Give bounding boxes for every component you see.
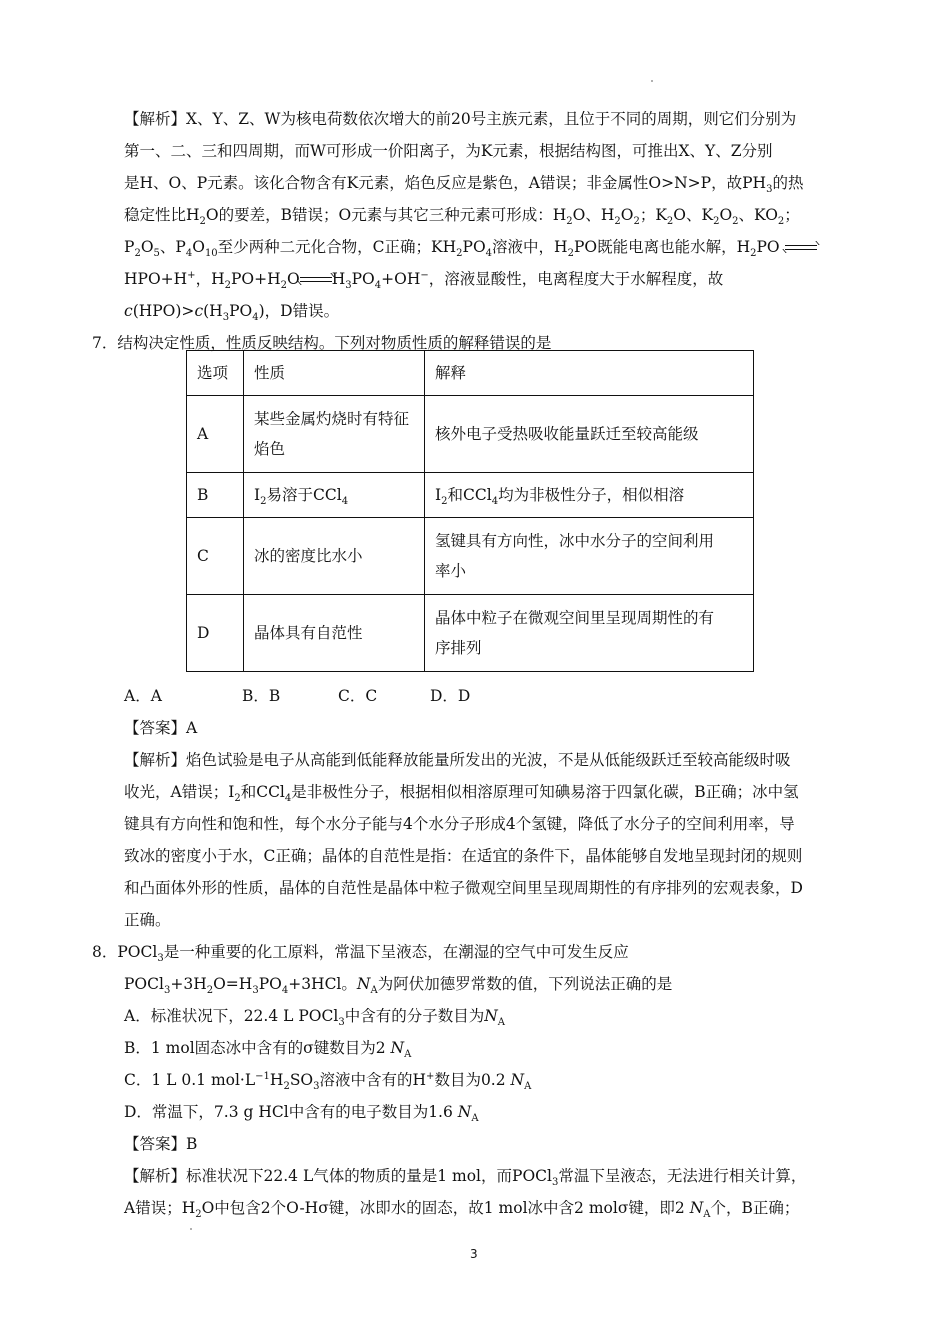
header-explanation: 解释 [425, 351, 754, 396]
cell-explanation: 晶体中粒子在微观空间里呈现周期性的有 序排列 [425, 595, 754, 672]
table-row [187, 396, 754, 473]
q6-analysis-line-1: 【解析】X、Y、Z、W为核电荷数依次增大的前20号主族元素，且位于不同的周期，则它们分别为 [124, 110, 797, 128]
q6-analysis-line-4: 稳定性比$H_2O$的要差，B错误；O元素与其它三种元素可形成：$H_2O$、$H_2O_2$；$K_2O$、$K_2O_2$、$KO_2$； [124, 206, 800, 228]
cell-option: C [187, 518, 244, 595]
q8-option-b[interactable]: B．1 mol固态冰中含有的σ键数目为2 $N_A$ [124, 1039, 412, 1061]
cell-option: A [187, 396, 244, 473]
q6-analysis-line-3: 是H、O、P元素。该化合物含有K元素，焰色反应是紫色，A错误；非金属性O>N>P，故$PH_3$的热 [124, 174, 804, 196]
cell-option: D [187, 595, 244, 672]
q8-analysis-line-1: 【解析】标准状况下22.4 L气体的物质的量是1 mol，而POCl$_3$常温下呈液态，无法进行相关计算， [124, 1167, 807, 1189]
cell-explanation: $I_2$和CCl$_4$均为非极性分子，相似相溶 [425, 473, 754, 518]
cell-property: $I_2$易溶于CCl$_4$ [244, 473, 425, 518]
table-header-row [187, 351, 754, 396]
speck [651, 80, 653, 82]
q7-option-a[interactable]: A．A [124, 687, 162, 705]
q7-option-c[interactable]: C．C [338, 687, 378, 705]
q7-option-b[interactable]: B．B [242, 687, 281, 705]
q7-table [186, 350, 754, 672]
q6-analysis-line-5: $P_2O_5$、$P_4O_{10}$至少两种二元化合物，C正确；$KH_2PO_4$溶液中，$H_2PO$既能电离也能水解，$H_2PO$ [124, 237, 817, 257]
cell-property: 冰的密度比水小 [244, 518, 425, 595]
q8-stem-line-2: $POCl_3+3H_2O=H_3PO_4+3HCl$。$N_A$为阿伏加德罗常数的值，下列说法正确的是 [124, 975, 673, 997]
q8-option-a[interactable]: A．标准状况下，22.4 L POCl$_3$中含有的分子数目为$N_A$ [124, 1007, 505, 1029]
q6-analysis-line-2: 第一、二、三和四周期，而W可形成一价阳离子，为K元素，根据结构图，可推出X、Y、Z分别 [124, 142, 773, 160]
q7-analysis-line-1: 【解析】焰色试验是电子从高能到低能释放能量所发出的光波，不是从低能级跃迁至较高能级时吸 [124, 751, 791, 769]
q7-analysis-line-2: 收光，A错误；$I_2$和CCl$_4$是非极性分子，根据相似相溶原理可知碘易溶于四氯化碳，B正确；冰中氢 [124, 783, 799, 805]
table-row [187, 595, 754, 672]
cell-explanation: 氢键具有方向性，冰中水分子的空间利用 率小 [425, 518, 754, 595]
q8-option-c[interactable]: C．1 L 0.1 $mol\cdot L^{-1}H_2SO_3$溶液中含有的H+数目为0.2 $N_A$ [124, 1070, 532, 1093]
q8-option-d[interactable]: D．常温下，7.3 g HCl中含有的电子数目为1.6 $N_A$ [124, 1103, 479, 1125]
header-option: 选项 [187, 351, 244, 396]
page-number: 3 [470, 1247, 478, 1261]
q6-analysis-line-6: HPO+H+，$H_2PO+H_2O$ $H_3PO_4+OH^-$，溶液显酸性，电离程度大于水解程度，故 [124, 269, 724, 292]
q8-stem-line-1: 8．POCl$_3$是一种重要的化工原料，常温下呈液态，在潮湿的空气中可发生反应 [92, 943, 629, 965]
q7-answer: 【答案】A [124, 719, 198, 737]
q7-analysis-line-3: 键具有方向性和饱和性，每个水分子能与4个水分子形成4个氢键，降低了水分子的空间利用率，导 [124, 815, 795, 833]
table-row [187, 518, 754, 595]
speck [190, 1228, 192, 1230]
header-property: 性质 [244, 351, 425, 396]
cell-option: B [187, 473, 244, 518]
q7-analysis-line-6: 正确。 [124, 911, 171, 929]
cell-property: 某些金属灼烧时有特征 焰色 [244, 396, 425, 473]
cell-explanation: 核外电子受热吸收能量跃迁至较高能级 [425, 396, 754, 473]
q7-stem: 7．结构决定性质，性质反映结构。下列对物质性质的解释错误的是 [92, 334, 552, 352]
q8-analysis-line-2: A错误；$H_2O$中包含2个O-Hσ键，冰即水的固态，故1 mol冰中含2 molσ键，即2 $N_A$个，B正确； [124, 1199, 800, 1221]
q7-analysis-line-5: 和凸面体外形的性质，晶体的自范性是晶体中粒子微观空间里呈现周期性的有序排列的宏观表象，D [124, 879, 803, 897]
table-row [187, 473, 754, 518]
q8-answer: 【答案】B [124, 1135, 198, 1153]
q7-option-d[interactable]: D．D [430, 687, 471, 705]
q7-analysis-line-4: 致冰的密度小于水，C正确；晶体的自范性是指：在适宜的条件下，晶体能够自发地呈现封闭的规则 [124, 847, 803, 865]
cell-property: 晶体具有自范性 [244, 595, 425, 672]
q6-analysis-line-7: $c(HPO)>c(H_3PO_4)$，D错误。 [124, 302, 340, 324]
equilibrium-arrow-icon [300, 274, 332, 286]
equilibrium-arrow-icon [785, 242, 817, 254]
